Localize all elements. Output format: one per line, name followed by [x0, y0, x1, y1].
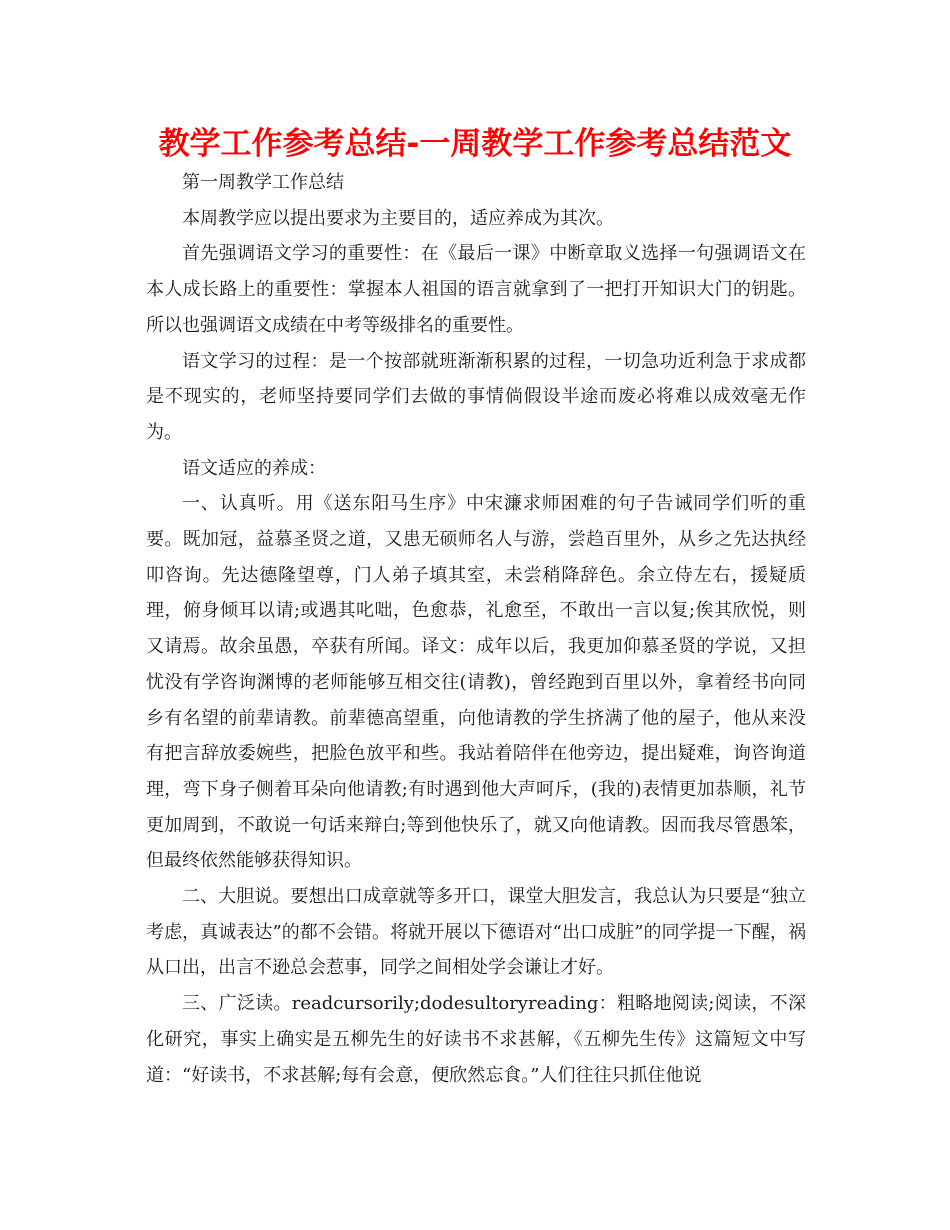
- paragraph-read: 三、广泛读。readcursorily;dodesultoryreading：粗略地阅读;阅读，不深化研究，事实上确实是五柳先生的好读书不求甚解，《五柳先生传》这篇短文中写道：“好读书，不求甚解;每有会意，便欣然忘食。”人们往往只抓住他说: [146, 993, 806, 1086]
- paragraph-listen: 一、认真听。用《送东阳马生序》中宋濂求师困难的句子告诫同学们听的重要。既加冠，益慕圣贤之道，又患无硕师名人与游，尝趋百里外，从乡之先达执经叩咨询。先达德隆望尊，门人弟子填其室，未尝稍降辞色。余立侍左右，援疑质理，俯身倾耳以请;或遇其叱咄，色愈恭，礼愈至，不敢出一言以复;俟其欣悦，则又请焉。故余虽愚，卒获有所闻。译文：成年以后，我更加仰慕圣贤的学说，又担忧没有学咨询渊博的老师能够互相交往(请教)，曾经跑到百里以外，拿着经书向同乡有名望的前辈请教。前辈德高望重，向他请教的学生挤满了他的屋子，他从来没有把言辞放委婉些，把脸色放平和些。我站着陪伴在他旁边，提出疑难，询咨询道理，弯下身子侧着耳朵向他请教;有时遇到他大声呵斥，(我的)表情更加恭顺，礼节更加周到，不敢说一句话来辩白;等到他快乐了，就又向他请教。因而我尽管愚笨，但最终依然能够获得知识。: [146, 493, 806, 872]
- paragraph-goal: 本周教学应以提出要求为主要目的，适应养成为其次。: [182, 207, 614, 229]
- paragraph-importance: 首先强调语文学习的重要性：在《最后一课》中断章取义选择一句强调语文在本人成长路上的重要性：掌握本人祖国的语言就拿到了一把打开知识大门的钥匙。所以也强调语文成绩在中考等级排名的重要性。: [146, 243, 806, 336]
- document-title: 教学工作参考总结-一周教学工作参考总结范文: [158, 126, 792, 162]
- paragraph-habits-heading: 语文适应的养成：: [182, 457, 326, 479]
- paragraph-speak: 二、大胆说。要想出口成章就等多开口，课堂大胆发言，我总认为只要是“独立考虑，真诚表达”的都不会错。将就开展以下德语对“出口成脏”的同学提一下醒，祸从口出，出言不逊总会惹事，同学之间相处学会谦让才好。: [146, 886, 806, 979]
- paragraph-process: 语文学习的过程：是一个按部就班渐渐积累的过程，一切急功近利急于求成都是不现实的，老师坚持要同学们去做的事情倘假设半途而废必将难以成效毫无作为。: [146, 350, 806, 443]
- document-body: [146, 165, 806, 1093]
- paragraph-heading-week1: 第一周教学工作总结: [182, 172, 344, 193]
